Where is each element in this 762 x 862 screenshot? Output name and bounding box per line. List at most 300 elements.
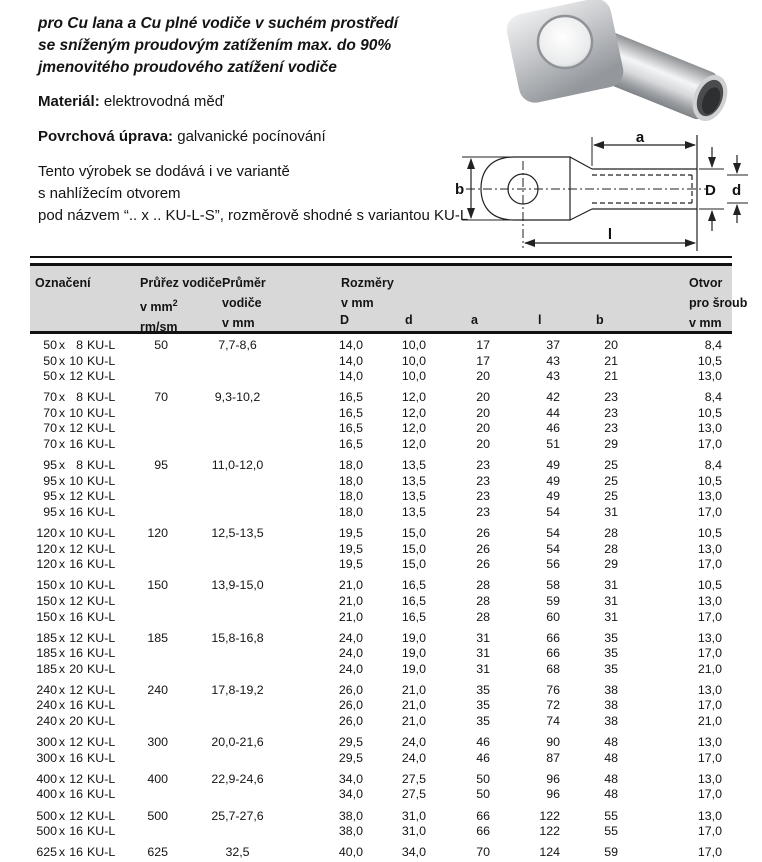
- cell-diameter: [168, 787, 307, 803]
- cell-d: 12,0: [401, 421, 426, 436]
- cell-b: 38: [604, 714, 618, 729]
- table-group: [30, 683, 732, 730]
- cell-l: 87: [546, 750, 560, 765]
- designation-part: x: [58, 526, 66, 541]
- cell-hole: 17,0: [697, 557, 722, 572]
- cell-a: 26: [476, 557, 490, 572]
- variant-line-3: pod názvem “.. x .. KU-L-S”, rozměrově shodné s variantou KU-L: [38, 207, 469, 224]
- table-group: [30, 338, 732, 385]
- designation-part: 20: [69, 714, 83, 729]
- cell-l: 51: [546, 437, 560, 452]
- cell-hole: 21,0: [697, 661, 722, 676]
- designation-part: 185: [36, 661, 57, 676]
- cell-diameter: 9,3-10,2: [214, 390, 261, 405]
- designation-part: KU-L: [87, 353, 116, 368]
- table-row: [30, 662, 732, 678]
- table-row: [30, 338, 732, 354]
- cell-designation: [30, 421, 125, 437]
- designation-part: 70: [43, 405, 57, 420]
- cell-d: 31,0: [401, 808, 426, 823]
- cell-cross-section: [125, 354, 168, 370]
- cell-d: 15,0: [401, 557, 426, 572]
- table-group: [30, 458, 732, 520]
- cell-b: 38: [604, 682, 618, 697]
- cell-b: 48: [604, 750, 618, 765]
- cell-designation: [30, 557, 125, 573]
- cell-D: 24,0: [338, 630, 363, 645]
- intro-line-3: jmenovitého proudového zatížení vodiče: [38, 59, 337, 76]
- cell-hole: 10,5: [697, 473, 722, 488]
- cell-D: 14,0: [338, 369, 363, 384]
- cell-D: 14,0: [338, 338, 363, 352]
- cell-designation: [30, 698, 125, 714]
- designation-part: 150: [36, 609, 57, 624]
- cell-cross-section: [125, 505, 168, 521]
- cell-d: 16,5: [401, 578, 426, 593]
- cell-hole: 8,4: [704, 338, 722, 352]
- table-group: [30, 526, 732, 573]
- table-group: [30, 578, 732, 625]
- designation-part: KU-L: [87, 824, 116, 839]
- cell-d: 19,0: [401, 630, 426, 645]
- cell-a: 20: [476, 437, 490, 452]
- cell-b: 29: [604, 437, 618, 452]
- table-row: [30, 610, 732, 626]
- cell-d: 27,5: [401, 787, 426, 802]
- cell-designation: [30, 772, 125, 788]
- table-group: [30, 735, 732, 766]
- cell-b: 48: [604, 771, 618, 786]
- table-row: [30, 751, 732, 767]
- table-row: [30, 390, 732, 406]
- cell-D: 18,0: [338, 504, 363, 519]
- cell-cross-section: [125, 437, 168, 453]
- cell-b: 28: [604, 541, 618, 556]
- table-row: [30, 354, 732, 370]
- table-row: [30, 772, 732, 788]
- designation-part: x: [58, 473, 66, 488]
- table-row: [30, 526, 732, 542]
- designation-part: 8: [76, 390, 83, 405]
- cell-d: 34,0: [401, 845, 426, 860]
- cell-D: 19,5: [338, 557, 363, 572]
- cell-diameter: [168, 610, 307, 626]
- designation-part: x: [58, 646, 66, 661]
- cell-a: 17: [476, 338, 490, 352]
- designation-part: 16: [69, 609, 83, 624]
- cell-d: 15,0: [401, 541, 426, 556]
- table-row: [30, 594, 732, 610]
- designation-part: 400: [36, 787, 57, 802]
- table-row: [30, 683, 732, 699]
- designation-part: 12: [69, 735, 83, 750]
- cell-designation: [30, 390, 125, 406]
- cell-a: 26: [476, 541, 490, 556]
- cell-hole: 10,5: [697, 353, 722, 368]
- cell-hole: 13,0: [697, 682, 722, 697]
- table-row: [30, 787, 732, 803]
- cell-a: 31: [476, 661, 490, 676]
- cell-diameter: 17,8-19,2: [211, 682, 264, 697]
- table-row: [30, 369, 732, 385]
- cell-b: 23: [604, 390, 618, 405]
- cell-D: 19,5: [338, 526, 363, 541]
- table-header: [30, 263, 748, 335]
- cell-d: 16,5: [401, 609, 426, 624]
- designation-part: KU-L: [87, 405, 116, 420]
- cell-designation: [30, 526, 125, 542]
- cell-l: 44: [546, 405, 560, 420]
- cell-d: 27,5: [401, 771, 426, 786]
- cell-diameter: 25,7-27,6: [211, 808, 264, 823]
- cell-D: 24,0: [338, 661, 363, 676]
- cell-a: 20: [476, 405, 490, 420]
- designation-part: 16: [69, 787, 83, 802]
- cell-cross-section: 625: [147, 845, 168, 860]
- designation-part: KU-L: [87, 421, 116, 436]
- cell-designation: [30, 474, 125, 490]
- cell-diameter: 13,9-15,0: [211, 578, 264, 593]
- designation-part: KU-L: [87, 557, 116, 572]
- designation-part: 120: [36, 526, 57, 541]
- cell-diameter: [168, 824, 307, 840]
- cell-cross-section: [125, 714, 168, 730]
- table-row: [30, 698, 732, 714]
- cell-designation: [30, 458, 125, 474]
- surface-label: Povrchová úprava:: [38, 128, 174, 145]
- cell-D: 16,5: [338, 390, 363, 405]
- cell-diameter: 15,8-16,8: [211, 630, 264, 645]
- cell-b: 21: [604, 353, 618, 368]
- designation-part: 95: [43, 458, 57, 473]
- cell-cross-section: [125, 474, 168, 490]
- designation-part: 240: [36, 698, 57, 713]
- cell-b: 48: [604, 735, 618, 750]
- cell-D: 38,0: [338, 824, 363, 839]
- designation-part: x: [58, 541, 66, 556]
- cell-designation: [30, 845, 125, 861]
- designation-part: x: [58, 421, 66, 436]
- cell-D: 16,5: [338, 421, 363, 436]
- cell-diameter: [168, 369, 307, 385]
- designation-part: x: [58, 787, 66, 802]
- cell-l: 54: [546, 541, 560, 556]
- designation-part: 12: [69, 630, 83, 645]
- cell-d: 13,5: [401, 473, 426, 488]
- cell-d: 31,0: [401, 824, 426, 839]
- cell-d: 21,0: [401, 714, 426, 729]
- cell-a: 66: [476, 824, 490, 839]
- cell-cross-section: [125, 751, 168, 767]
- cell-diameter: [168, 751, 307, 767]
- cell-hole: 21,0: [697, 714, 722, 729]
- designation-part: 70: [43, 390, 57, 405]
- designation-part: x: [58, 489, 66, 504]
- cell-designation: [30, 631, 125, 647]
- designation-part: 120: [36, 541, 57, 556]
- designation-part: KU-L: [87, 609, 116, 624]
- designation-part: 50: [43, 369, 57, 384]
- designation-part: x: [58, 750, 66, 765]
- designation-part: x: [58, 808, 66, 823]
- cell-d: 13,5: [401, 504, 426, 519]
- designation-part: x: [58, 845, 66, 860]
- cell-l: 122: [539, 808, 560, 823]
- cell-designation: [30, 406, 125, 422]
- intro-paragraph: [38, 13, 398, 79]
- cell-d: 10,0: [401, 353, 426, 368]
- cell-a: 23: [476, 489, 490, 504]
- cell-b: 38: [604, 698, 618, 713]
- designation-part: KU-L: [87, 630, 116, 645]
- table-row: [30, 458, 732, 474]
- cell-d: 12,0: [401, 390, 426, 405]
- cell-designation: [30, 505, 125, 521]
- designation-part: 150: [36, 593, 57, 608]
- cell-D: 29,5: [338, 735, 363, 750]
- cell-l: 42: [546, 390, 560, 405]
- cell-l: 124: [539, 845, 560, 860]
- cell-cross-section: [125, 610, 168, 626]
- cell-hole: 13,0: [697, 593, 722, 608]
- cell-l: 56: [546, 557, 560, 572]
- cell-diameter: 32,5: [225, 845, 250, 860]
- cell-cross-section: 70: [154, 390, 168, 405]
- col-header-dim-a: a: [471, 313, 478, 327]
- cell-hole: 13,0: [697, 369, 722, 384]
- cell-cross-section: [125, 421, 168, 437]
- table-row: [30, 489, 732, 505]
- cell-designation: [30, 809, 125, 825]
- cell-diameter: [168, 489, 307, 505]
- designation-part: x: [58, 630, 66, 645]
- col-header-diameter: Průměr vodiče v mm: [222, 276, 266, 330]
- designation-part: 95: [43, 473, 57, 488]
- cell-hole: 8,4: [704, 390, 722, 405]
- table-group: [30, 390, 732, 452]
- cell-cross-section: 120: [147, 526, 168, 541]
- cell-a: 31: [476, 646, 490, 661]
- material-line: [38, 92, 224, 112]
- designation-part: 150: [36, 578, 57, 593]
- designation-part: KU-L: [87, 541, 116, 556]
- designation-part: 95: [43, 504, 57, 519]
- cell-a: 28: [476, 609, 490, 624]
- cell-b: 31: [604, 609, 618, 624]
- table-top-rule: [30, 256, 732, 258]
- table-group: [30, 772, 732, 803]
- designation-part: KU-L: [87, 661, 116, 676]
- cell-d: 19,0: [401, 646, 426, 661]
- designation-part: 95: [43, 489, 57, 504]
- designation-part: 120: [36, 557, 57, 572]
- cell-l: 58: [546, 578, 560, 593]
- table-row: [30, 542, 732, 558]
- cell-cross-section: 240: [147, 682, 168, 697]
- designation-part: 8: [76, 458, 83, 473]
- cell-diameter: [168, 698, 307, 714]
- cell-l: 49: [546, 473, 560, 488]
- cell-l: 68: [546, 661, 560, 676]
- designation-part: 500: [36, 824, 57, 839]
- cell-cross-section: 95: [154, 458, 168, 473]
- cell-cross-section: [125, 594, 168, 610]
- cell-hole: 10,5: [697, 526, 722, 541]
- cell-cross-section: [125, 406, 168, 422]
- cell-designation: [30, 437, 125, 453]
- cell-l: 122: [539, 824, 560, 839]
- table-row: [30, 406, 732, 422]
- cell-a: 50: [476, 787, 490, 802]
- designation-part: 12: [69, 771, 83, 786]
- cell-l: 96: [546, 787, 560, 802]
- cell-designation: [30, 646, 125, 662]
- cell-d: 10,0: [401, 338, 426, 352]
- cell-b: 55: [604, 824, 618, 839]
- cell-a: 46: [476, 750, 490, 765]
- cell-D: 26,0: [338, 682, 363, 697]
- cell-a: 35: [476, 698, 490, 713]
- cell-D: 16,5: [338, 405, 363, 420]
- table-row: [30, 557, 732, 573]
- cell-d: 24,0: [401, 735, 426, 750]
- designation-part: 8: [76, 338, 83, 352]
- cell-cross-section: [125, 542, 168, 558]
- cell-a: 66: [476, 808, 490, 823]
- designation-part: 500: [36, 808, 57, 823]
- cell-cross-section: [125, 662, 168, 678]
- cell-a: 17: [476, 353, 490, 368]
- designation-part: 12: [69, 369, 83, 384]
- designation-part: 50: [43, 353, 57, 368]
- cell-d: 21,0: [401, 698, 426, 713]
- cell-b: 35: [604, 661, 618, 676]
- cell-b: 23: [604, 405, 618, 420]
- designation-part: KU-L: [87, 338, 116, 352]
- cell-designation: [30, 354, 125, 370]
- cell-hole: 17,0: [697, 437, 722, 452]
- designation-part: x: [58, 578, 66, 593]
- cell-a: 23: [476, 473, 490, 488]
- cell-diameter: [168, 557, 307, 573]
- cell-a: 28: [476, 578, 490, 593]
- cell-designation: [30, 542, 125, 558]
- cell-hole: 10,5: [697, 578, 722, 593]
- designation-part: x: [58, 824, 66, 839]
- cell-hole: 13,0: [697, 489, 722, 504]
- cell-b: 25: [604, 473, 618, 488]
- table-row: [30, 631, 732, 647]
- table-row: [30, 437, 732, 453]
- cell-b: 35: [604, 646, 618, 661]
- cell-cross-section: 185: [147, 630, 168, 645]
- designation-part: 10: [69, 526, 83, 541]
- cell-b: 28: [604, 526, 618, 541]
- cell-cross-section: 400: [147, 771, 168, 786]
- cell-b: 23: [604, 421, 618, 436]
- variant-paragraph: [38, 161, 468, 227]
- designation-part: 70: [43, 437, 57, 452]
- cell-hole: 17,0: [697, 845, 722, 860]
- designation-part: x: [58, 661, 66, 676]
- cell-cross-section: 500: [147, 808, 168, 823]
- material-value: elektrovodná měď: [103, 93, 224, 110]
- designation-part: KU-L: [87, 714, 116, 729]
- table-row: [30, 646, 732, 662]
- dim-label-D: D: [705, 182, 716, 199]
- cell-b: 48: [604, 787, 618, 802]
- designation-part: 185: [36, 646, 57, 661]
- cell-l: 90: [546, 735, 560, 750]
- cell-cross-section: [125, 489, 168, 505]
- cell-designation: [30, 369, 125, 385]
- cell-diameter: [168, 662, 307, 678]
- designation-part: 10: [69, 353, 83, 368]
- col-header-dim-d: d: [405, 313, 413, 327]
- cell-D: 19,5: [338, 541, 363, 556]
- cell-diameter: [168, 505, 307, 521]
- cell-D: 34,0: [338, 787, 363, 802]
- cell-b: 31: [604, 578, 618, 593]
- cell-hole: 17,0: [697, 824, 722, 839]
- cell-a: 70: [476, 845, 490, 860]
- cell-hole: 17,0: [697, 609, 722, 624]
- cell-a: 23: [476, 504, 490, 519]
- cell-d: 16,5: [401, 593, 426, 608]
- intro-line-1: pro Cu lana a Cu plné vodiče v suchém prostředí: [38, 15, 399, 32]
- cell-cross-section: [125, 824, 168, 840]
- designation-part: 10: [69, 405, 83, 420]
- cell-hole: 17,0: [697, 787, 722, 802]
- cell-diameter: [168, 406, 307, 422]
- dimension-diagram: [450, 133, 762, 258]
- intro-line-2: se sníženým proudovým zatížením max. do 90%: [38, 37, 392, 54]
- cell-d: 12,0: [401, 437, 426, 452]
- cell-diameter: [168, 714, 307, 730]
- cell-d: 13,5: [401, 458, 426, 473]
- designation-part: KU-L: [87, 390, 116, 405]
- designation-part: KU-L: [87, 787, 116, 802]
- cell-D: 16,5: [338, 437, 363, 452]
- designation-part: KU-L: [87, 750, 116, 765]
- cell-hole: 17,0: [697, 646, 722, 661]
- col-header-dim-l: l: [538, 313, 542, 327]
- cell-d: 13,5: [401, 489, 426, 504]
- designation-part: 300: [36, 750, 57, 765]
- cell-D: 18,0: [338, 489, 363, 504]
- cell-l: 43: [546, 369, 560, 384]
- cell-diameter: [168, 437, 307, 453]
- variant-line-1: Tento výrobek se dodává i ve variantě: [38, 163, 290, 180]
- designation-part: x: [58, 771, 66, 786]
- cell-cross-section: [125, 698, 168, 714]
- designation-part: KU-L: [87, 578, 116, 593]
- table-row: [30, 845, 732, 861]
- designation-part: 12: [69, 682, 83, 697]
- designation-part: 16: [69, 646, 83, 661]
- cell-diameter: [168, 354, 307, 370]
- designation-part: x: [58, 437, 66, 452]
- surface-value: galvanické pocínování: [177, 128, 326, 145]
- cell-l: 54: [546, 526, 560, 541]
- cell-designation: [30, 489, 125, 505]
- designation-part: KU-L: [87, 845, 116, 860]
- cell-d: 21,0: [401, 682, 426, 697]
- cell-l: 76: [546, 682, 560, 697]
- cell-b: 31: [604, 504, 618, 519]
- cell-a: 23: [476, 458, 490, 473]
- designation-part: 12: [69, 421, 83, 436]
